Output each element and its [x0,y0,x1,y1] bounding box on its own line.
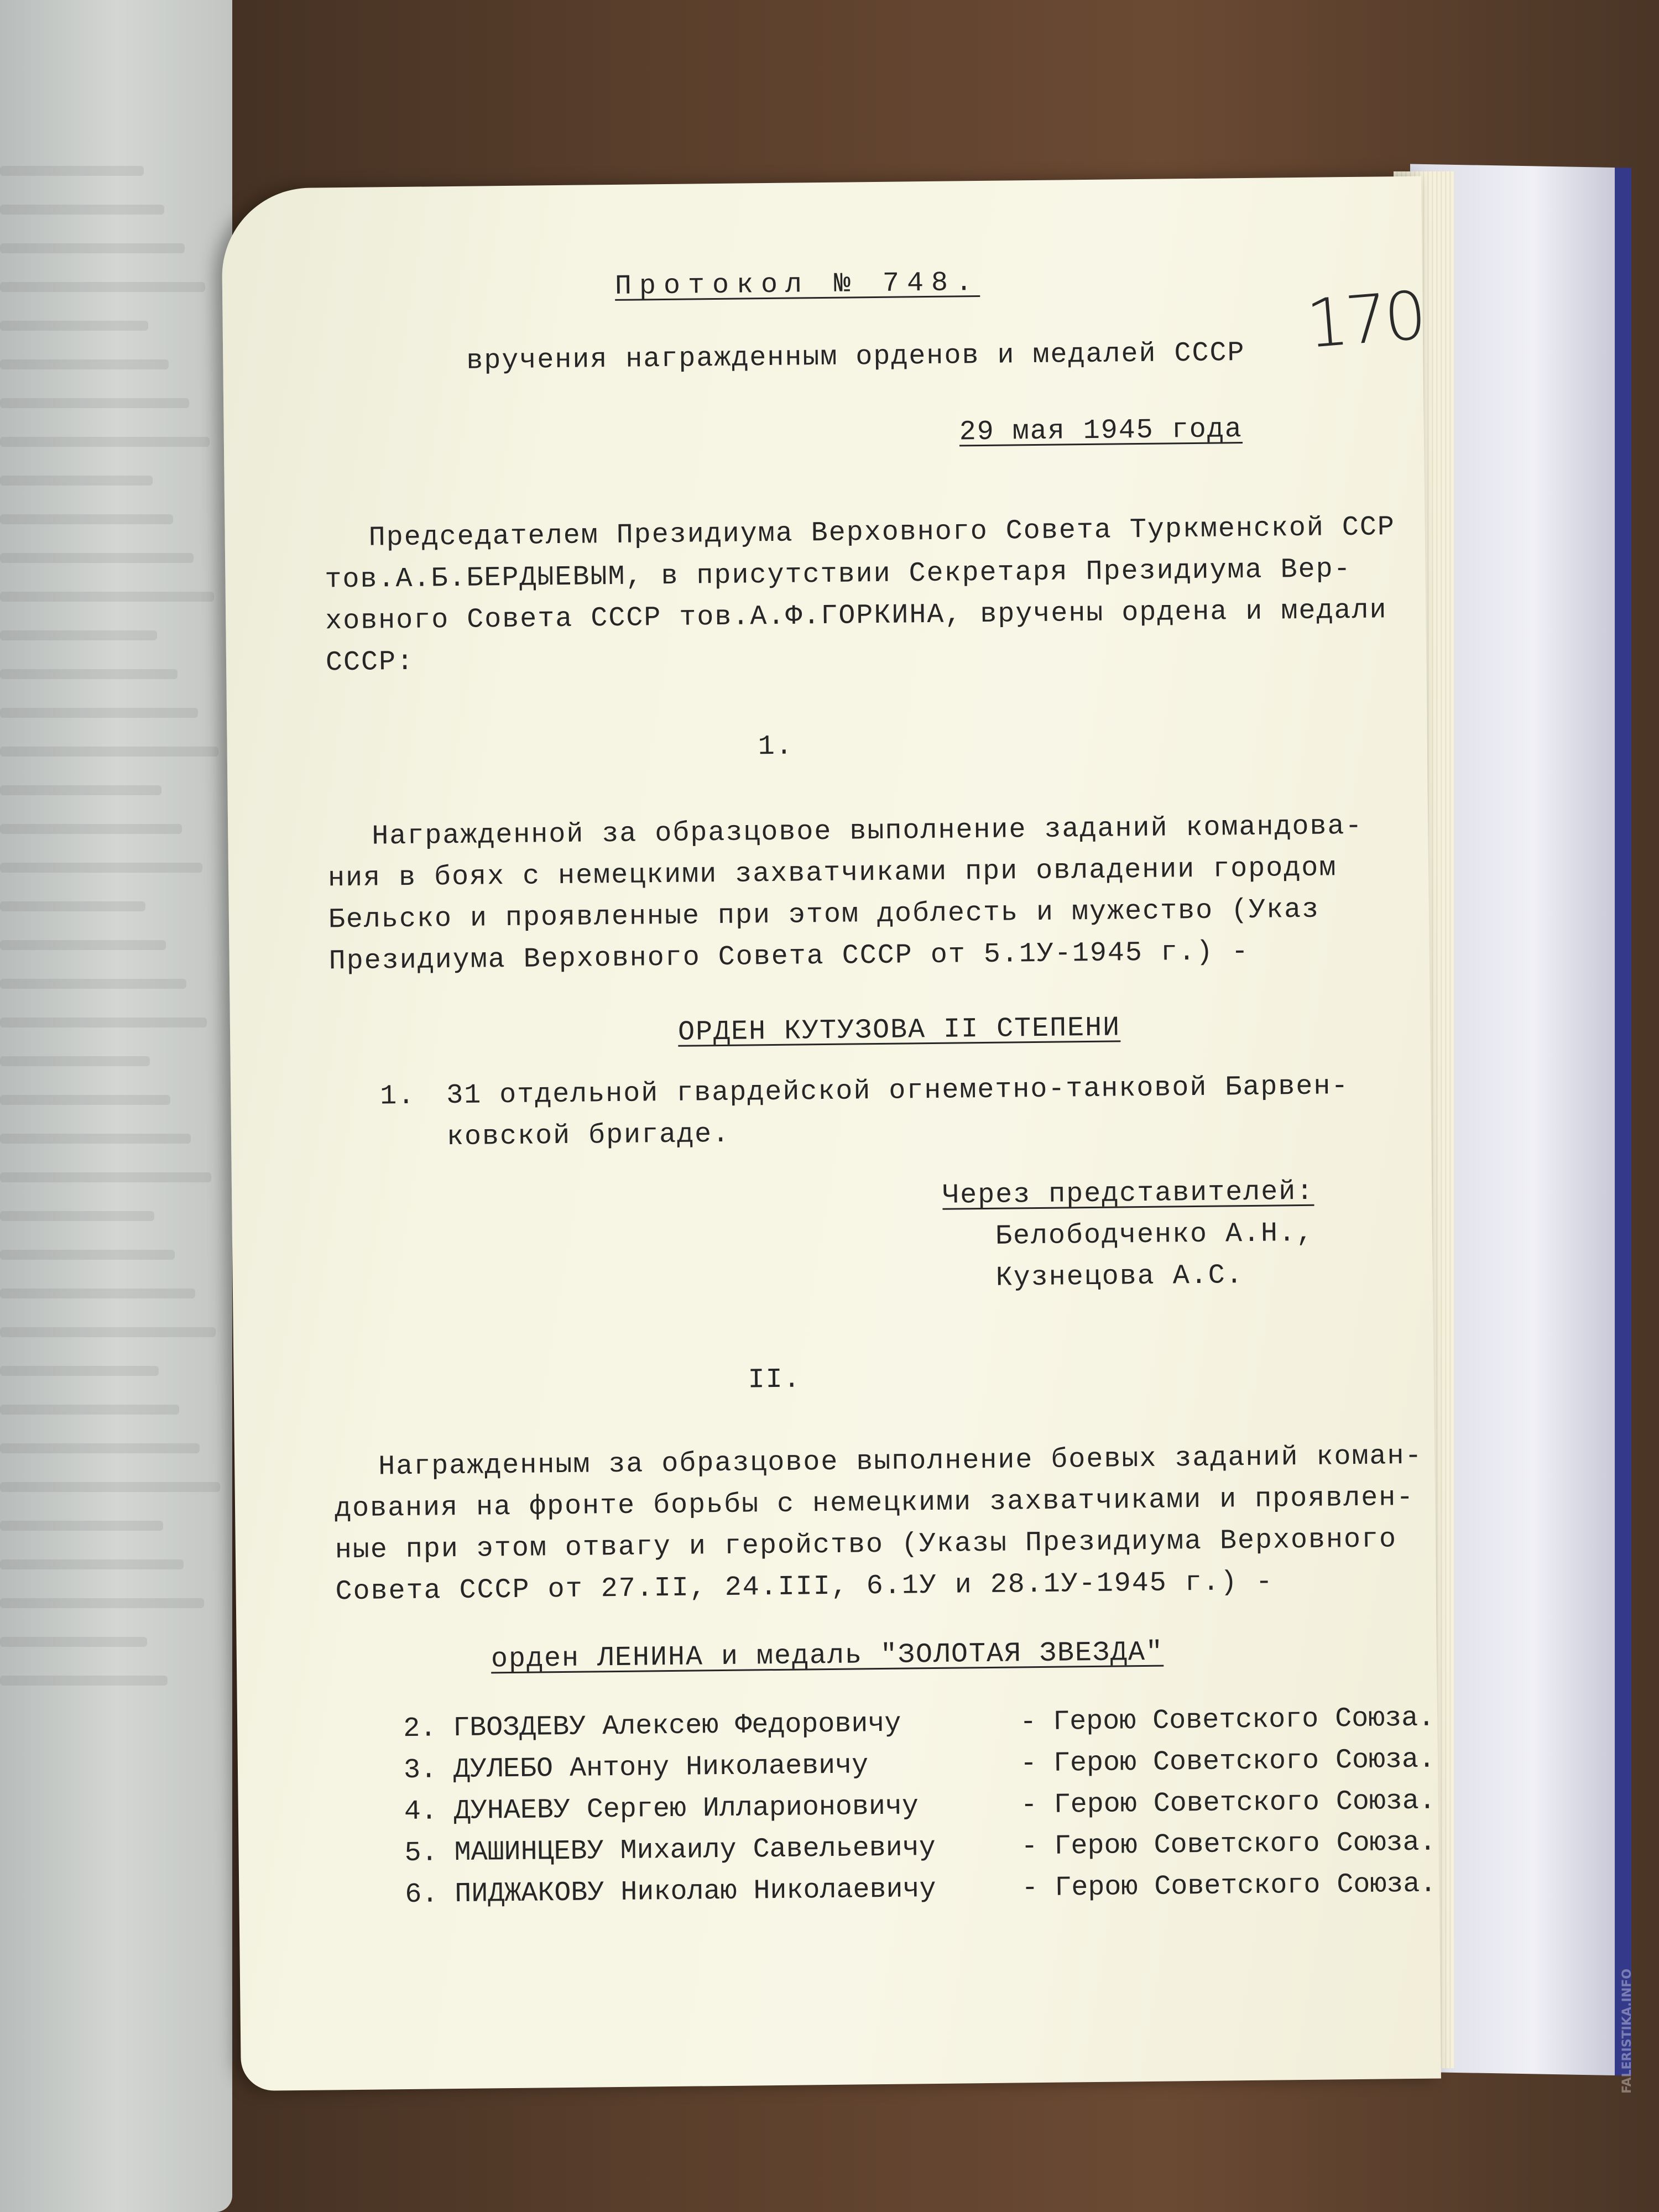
previous-page-text-line [0,708,198,718]
section-2-number: II. [748,1364,801,1396]
previous-page-text-line [0,1598,204,1608]
handwritten-folio-number: 170 [1303,277,1426,363]
previous-page-text-line [0,1676,168,1686]
previous-page-text-line [0,824,182,834]
previous-page-text-line [0,785,161,795]
previous-page-text-line [0,1637,147,1647]
section-1-number: 1. [758,731,794,763]
previous-page-text-line [0,437,210,447]
previous-page-text-line [0,166,144,176]
recipient-name: 4. ДУНАЕВУ Сергею Илларионовичу [404,1791,919,1828]
previous-page-text-line [0,1134,191,1144]
previous-page-text-line [0,1095,170,1105]
intro-line-1: Председателем Президиума Верховного Совета Туркменской ССР [368,512,1396,554]
representatives-label: Через представителей: [942,1176,1314,1212]
site-watermark: FALERISTIKA.INFO [1620,1969,1634,2094]
previous-page-text-line [0,630,157,640]
intro-line-3: ховного Совета СССР тов.А.Ф.ГОРКИНА, вручены ордена и медали [325,594,1387,638]
intro-line-4: СССР: [325,646,415,679]
previous-page-text-line [0,1250,175,1260]
previous-page-text-line [0,669,178,679]
section-2-line-4: Совета СССР от 27.II, 24.III, 6.1У и 28.1У-1945 г.) - [335,1566,1274,1608]
representative-2: Кузнецова А.С. [995,1260,1244,1294]
intro-line-2: тов.А.Б.БЕРДЫЕВЫМ, в присутствии Секретаря Президиума Вер- [325,554,1352,596]
recipient-name: 2. ГВОЗДЕВУ Алексею Федоровичу [403,1708,901,1745]
previous-page-text-line [0,1482,220,1492]
recipient-title: - Герою Советского Союза. [1020,1744,1436,1780]
previous-page-text-line [0,514,173,524]
section-1-item-line-1: 31 отдельной гвардейской огнеметно-танковой Барвен- [446,1071,1349,1112]
previous-page-text-line [0,901,145,911]
previous-page-text-line [0,1521,163,1531]
section-1-award: ОРДЕН КУТУЗОВА II СТЕПЕНИ [677,1012,1121,1048]
document-page [221,176,1441,2091]
recipient-title: - Герою Советского Союза. [1019,1702,1435,1739]
previous-page-text-line [0,282,205,292]
previous-page-text-line [0,398,189,408]
section-1-item-number: 1. [379,1080,416,1113]
section-2-line-1: Награжденным за образцовое выполнение боевых заданий коман- [378,1440,1423,1483]
previous-page [0,0,232,2212]
previous-page-text-line [0,1018,207,1027]
previous-page-text-line [0,1288,195,1298]
previous-page-text-line [0,1405,179,1415]
previous-page-text-line [0,1211,154,1221]
previous-page-text-line [0,940,166,950]
section-2-award: орден ЛЕНИНА и медаль "ЗОЛОТАЯ ЗВЕЗДА" [491,1636,1164,1676]
section-1-item-line-2: ковской бригаде. [446,1118,731,1154]
section-1-line-1: Награжденной за образцовое выполнение заданий командова- [372,810,1363,853]
section-1-line-3: Бельско и проявленные при этом доблесть и мужество (Указ [328,894,1320,936]
recipient-title: - Герою Советского Союза. [1021,1827,1436,1863]
previous-page-text-line [0,979,186,989]
previous-page-text-line [0,1172,211,1182]
previous-page-text-line [0,747,218,757]
document-date: 29 мая 1945 года [959,414,1243,448]
previous-page-text-line [0,1327,216,1337]
recipient-name: 3. ДУЛЕБО Антону Николаевичу [403,1750,869,1787]
document-title: Протокол № 748. [614,267,980,302]
recipient-title: - Герою Советского Союза. [1020,1785,1436,1822]
representative-1: Белободченко А.Н., [995,1217,1314,1253]
previous-page-text-line [0,1443,200,1453]
recipient-title: - Герою Советского Союза. [1021,1868,1437,1905]
previous-page-text-line [0,1056,150,1066]
previous-page-text-line [0,1559,184,1569]
recipient-name: 5. МАШИНЦЕВУ Михаилу Савельевичу [404,1832,936,1870]
recipient-name: 6. ПИДЖАКОВУ Николаю Николаевичу [405,1873,936,1911]
previous-page-text-line [0,863,202,873]
section-1-line-2: ния в боях с немецкими захватчиками при овладении городом [327,852,1337,895]
previous-page-text-line [0,359,169,369]
section-2-line-3: ные при этом отвагу и геройство (Указы Президиума Верховного [335,1524,1397,1567]
previous-page-text-line [0,1366,159,1376]
previous-page-text-line [0,592,214,602]
previous-page-text-line [0,243,185,253]
previous-page-text-line [0,321,148,331]
document-subtitle: вручения награжденным орденов и медалей СССР [466,337,1245,377]
previous-page-text-line [0,476,153,486]
section-2-line-2: дования на фронте борьбы с немецкими захватчиками и проявлен- [334,1481,1415,1525]
previous-page-text-line [0,205,164,215]
section-1-line-4: Президиума Верховного Совета СССР от 5.1У-1945 г.) - [328,936,1250,978]
previous-page-text-line [0,553,194,563]
